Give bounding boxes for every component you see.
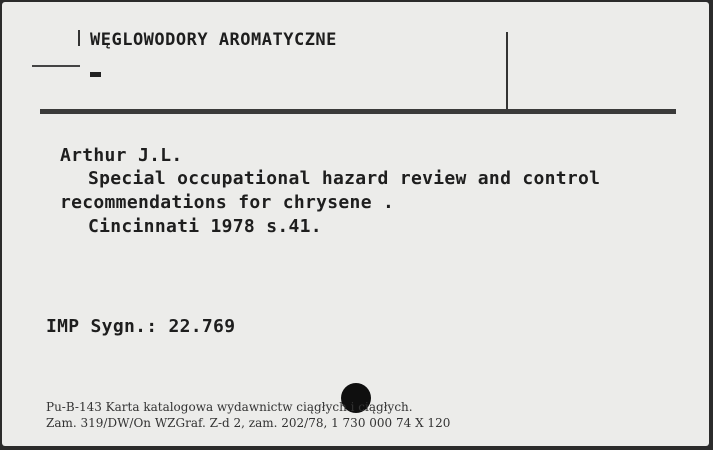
header-dash-mark xyxy=(90,72,101,77)
header-tick-mark xyxy=(78,30,80,46)
title-line-2: recommendations for chrysene . xyxy=(60,192,395,213)
footer-line-1: Pu-B-143 Karta katalogowa wydawnictw ciągłych i ciągłych. xyxy=(46,400,413,414)
footer-line-2: Zam. 319/DW/On WZGraf. Z-d 2, zam. 202/78, 1 730 000 74 X 120 xyxy=(46,416,451,430)
catalog-card xyxy=(2,2,709,446)
author-line: Arthur J.L. xyxy=(60,145,183,166)
imprint-line: Cincinnati 1978 s.41. xyxy=(88,216,322,237)
header-horizontal-rule xyxy=(40,109,676,114)
header-short-rule xyxy=(32,65,80,67)
call-number-line: IMP Sygn.: 22.769 xyxy=(46,316,236,337)
title-line-1: Special occupational hazard review and control xyxy=(88,168,601,189)
subject-heading: WĘGLOWODORY AROMATYCZNE xyxy=(90,30,337,50)
header-vertical-divider xyxy=(506,32,508,110)
